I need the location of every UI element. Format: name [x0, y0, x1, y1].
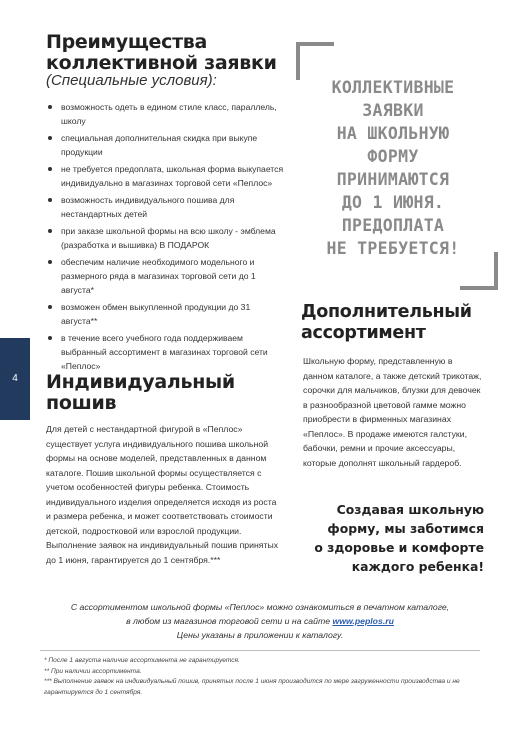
callout-line: КОЛЛЕКТИВНЫЕ — [331, 78, 455, 97]
callout-corner-top-left — [296, 42, 334, 80]
catalog-note-line1: С ассортиментом школьной формы «Пеплос» можно ознакомиться в печатном каталоге, — [70, 602, 450, 612]
callout-line: НА ШКОЛЬНУЮ — [336, 124, 450, 143]
catalog-note-line2 — [40, 614, 480, 628]
assortment-title-line1: Дополнительный — [301, 302, 472, 322]
list-item: возможность одеть в едином стиле класс, параллель, школу — [46, 100, 286, 128]
callout-line: ФОРМУ — [367, 147, 419, 166]
callout-line: ПРЕДОПЛАТА — [341, 216, 445, 235]
footnote: ** При наличии ассортимента. — [44, 667, 142, 675]
callout-corner-bottom-right — [460, 252, 498, 290]
footnote: *** Выполнение заявок на индивидуальный пошив, принятых после 1 июня производится по мере загруженности производства и не гарантируется до 1 сентября. — [44, 678, 460, 696]
advantages-subtitle: (Специальные условия): — [46, 72, 217, 89]
list-item: возможен обмен выкупленной продукции до 31 августа** — [46, 300, 286, 328]
tailoring-text: Для детей с нестандартной фигурой в «Пеплос» существует услуга индивидуального пошива школьной формы на основе моделей, представленных в данном каталоге. Пошив школьной формы осуществляется с учетом особенностей фигуры ребенка. Стоимость индивидуального изделия определяется исходя из роста и размера ребенка, и может соответствовать стоимости детской, подростковой или взрослой продукции. Выполнение заявок на индивидуальный пошив принятых до 1 июня, гарантируется до 1 сентября.*** — [46, 424, 279, 565]
tailoring-title-line1: Индивидуальный — [46, 371, 235, 393]
advantages-title-line2: коллективной заявки — [46, 52, 277, 74]
catalog-note-line2-text: в любом из магазинов торговой сети и на сайте — [126, 616, 331, 626]
advantages-title-line1: Преимущества — [46, 31, 208, 53]
catalog-note — [40, 600, 480, 642]
list-item: возможность индивидуального пошива для нестандартных детей — [46, 193, 286, 221]
site-link[interactable]: www.peplos.ru — [332, 616, 394, 626]
motto-line: форму, мы заботимся — [327, 521, 484, 536]
page-number-tab — [0, 338, 30, 420]
callout-text — [308, 76, 478, 260]
motto-line: каждого ребенка! — [351, 559, 484, 574]
tailoring-title-line2: пошив — [46, 392, 117, 414]
list-item: в течение всего учебного года поддерживаем выбранный ассортимент в магазинах торговой сети «Пеплос» — [46, 331, 286, 373]
list-item: обеспечим наличие необходимого модельного и размерного ряда в магазинах торговой сети до 1 августа* — [46, 255, 286, 297]
motto — [296, 500, 484, 576]
list-item: не требуется предоплата, школьная форма выкупается индивидуально в магазинах торговой сети «Пеплос» — [46, 162, 286, 190]
catalog-note-line3: Цены указаны в приложении к каталогу. — [176, 630, 344, 640]
tailoring-title — [46, 372, 235, 414]
callout-line: ДО 1 ИЮНЯ. — [341, 193, 445, 212]
advantages-title — [46, 32, 277, 74]
callout-line: НЕ ТРЕБУЕТСЯ! — [326, 239, 460, 258]
assortment-text: Школьную форму, представленную в данном каталоге, а также детский трикотаж, сорочки для мальчиков, блузки для девочек в разнообразной цветовой гамме можно приобрести в фирменных магазинах «Пеплос». В продаже имеются галстуки, бабочки, ремни и прочие аксессуары, которые дополнят школьный гардероб. — [303, 356, 482, 468]
motto-line: о здоровье и комфорте — [314, 540, 484, 555]
callout-line: ЗАЯВКИ — [362, 101, 424, 120]
footnote: * После 1 августа наличие ассортимента не гарантируется. — [44, 657, 240, 664]
callout-line: ПРИНИМАЮТСЯ — [336, 170, 450, 189]
footnotes — [44, 656, 480, 698]
motto-line: Создавая школьную — [336, 502, 484, 517]
advantages-list — [46, 100, 286, 376]
list-item: при заказе школьной формы на всю школу - эмблема (разработка и вышивка) В ПОДАРОК — [46, 224, 286, 252]
list-item: специальная дополнительная скидка при выкупе продукции — [46, 131, 286, 159]
assortment-title-line2: ассортимент — [301, 323, 426, 343]
footnote-divider — [40, 650, 480, 651]
assortment-title — [301, 302, 472, 344]
page-number: 4 — [12, 373, 18, 384]
